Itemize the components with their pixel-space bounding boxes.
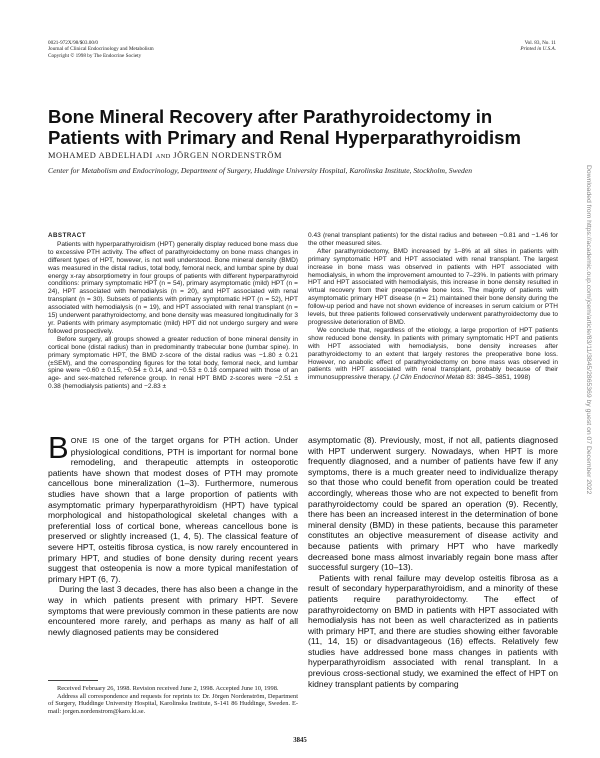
abstract-right-column [308,232,558,382]
issn-line: 0021-972X/98/$03.00/0 [48,40,99,46]
abstract-paragraph: We conclude that, regardless of the etiology, a large proportion of HPT patients show reduced bone density. In patients with primary symptomatic HPT and patients with HPT associated with hemodialysis, bone density increases after parathyroidectomy to an extent that largely restores the preoperative bone loss. However, no anabolic effect of parathyroidectomy on bone mass was observed in patients with HPT associated with renal transplant, probably because of their immunosuppressive therapy. (J Clin Endocrinol Metab 83: 3845–3851, 1998) [308,326,558,382]
page-number: 3845 [293,737,307,744]
body-paragraph: During the last 3 decades, there has also been a change in the way in which patients present with primary HPT. Severe symptoms that were previously common in these patients are now encountered more rarely, and perhaps as many as half of all newly diagnosed patients may be considered [48,584,298,637]
volume-line: Vol. 83, No. 11 [524,40,556,46]
affiliation: Center for Metabolism and Endocrinology, Department of Surgery, Huddinge University Hospital, Karolinska Institute, Stockholm, Sweden [48,166,473,175]
correspondence-note: Address all correspondence and requests for reprints to: Dr. Jörgen Nordenström, Department of Surgery, Huddinge University Hospital, Karolinska Institute, S-141 86 Huddinge, Sweden. E-mail: jorgen.nordenstrom@karo.ki.se. [48,692,298,716]
printed-line: Printed in U.S.A. [520,46,556,53]
download-notice[interactable]: Downloaded from https://academic.oup.com/jcem/article/83/11/3845/2865369 by guest on 07 December 2022 [585,165,592,495]
body-paragraph: asymptomatic (8). Previously, most, if not all, patients diagnosed with HPT underwent surgery. Nowadays, when HPT is more frequently diagnosed, and a number of patients have few if any symptoms, there is a much greater need to individualize therapy so that those who could benefit from operation could be treated accordingly, whereas those who are not expected to benefit from parathyroidectomy could be spared an operation (9). Recently, there has been an increased interest in the determination of bone mineral density (BMD) in these patients, because this parameter constitutes an objective measurement of disease activity and because patients with primary HPT who have markedly decreased bone mass almost invariably regain bone mass after successful surgery (10–13). [308,435,558,573]
abstract-conclusion: We conclude that, regardless of the etiology, a large proportion of HPT patients show reduced bone density. In patients with primary symptomatic HPT and patients with HPT associated with hemodialysis, bone density increases after parathyroidectomy to an extent that largely restores the preoperative bone loss. However, no anabolic effect of parathyroidectomy on bone mass was observed in patients with HPT associated with renal transplant, probably because of their immunosuppressive therapy. [308,326,558,382]
citation-details: 83: 3845–3851, 1998) [466,374,531,382]
body-text: one of the target organs for PTH action. Under physiological conditions, PTH is important for normal bone remodeling, and therapeutic attempts in osteoporotic patients have shown that modest doses of PTH may promote cancellous bone mineralization (1–3). Furthermore, numerous studies have shown that a large proportion of patients with asymptomatic primary hyperparathyroidism (HPT) have typical morphological and histopathological skeletal changes with a preferential loss of cortical bone, whereas cancellous bone is preserved or slightly increased (1, 4, 5). The classical feature of severe HPT, osteitis fibrosa cystica, is now rarely encountered in primary HPT, and studies of bone density during recent years suggest that osteopenia is now a more typical manifestation of primary HPT (6, 7). [48,435,298,584]
article-title: Bone Mineral Recovery after Parathyroidectomy in Patients with Primary and Renal Hyperparathyroidism [48,106,521,149]
footnote-rule [48,680,98,681]
abstract-heading: ABSTRACT [48,232,87,239]
author-2: JÖRGEN NORDENSTRÖM [173,151,283,160]
body-paragraph: Patients with renal failure may develop osteitis fibrosa as a result of secondary hyperparathyroidism, and a minority of these patients require parathyroidectomy. The effect of parathyroidectomy on BMD in patients with HPT associated with hemodialysis has not been as well characterized as in patients with primary HPT, and there are studies showing either favorable (11, 14, 15) or disadvantageous (16) effects. Relatively few studies have addressed bone mass changes in patients with hyperparathyroidism associated with renal transplant. In a previous cross-sectional study, we examined the effect of HPT on kidney transplant patients by comparing [308,572,558,689]
author-1: MOHAMED ABDELHADI [48,151,153,160]
lead-in: ONE IS [70,436,100,445]
abstract-paragraph: Patients with hyperparathyroidism (HPT) generally display reduced bone mass due to excessive PTH activity. The effect of parathyroidectomy on bone mass changes in different types of HPT, however, is not well understood. Bone mineral density (BMD) was measured in the distal radius, total body, femoral neck, and lumbar spine by dual energy x-ray absorptiometry in four groups of patients with different hyperparathyroid conditions: primary symptomatic HPT (n = 54), primary asymptomatic (mild) HPT (n = 24), HPT associated with hemodialysis (n = 20), and HPT associated with renal transplant (n = 30). Subsets of patients with primary symptomatic HPT (n = 52), HPT associated with hemodialysis (n = 19), and HPT associated with renal transplant (n = 15) underwent parathyroidectomy, and bone density was measured longitudinally for 3 yr. Patients with primary asymptomatic (mild) HPT did not undergo surgery and were followed prospectively. [48,240,298,335]
body-right-column [308,435,558,689]
body-paragraph [48,430,298,584]
author-line [48,151,282,160]
journal-header-left [48,40,154,59]
author-conjunction: AND [155,153,171,160]
citation-journal: J Clin Endocrinol Metab [395,374,465,382]
abstract-paragraph: 0.43 (renal transplant patients) for the distal radius and between −0.81 and −1.46 for the other measured sites. [308,232,558,247]
journal-header-right [508,40,556,53]
drop-cap: B [48,430,69,465]
journal-name: Journal of Clinical Endocrinology and Metabolism [48,46,154,53]
abstract-paragraph: After parathyroidectomy, BMD increased by 1–8% at all sites in patients with primary symptomatic HPT and HPT associated with renal transplant. The largest increase in bone mass was observed in patients with HPT associated with hemodialysis, in whom the improvement amounted to 7–23%. In patients with primary HPT and HPT associated with hemodialysis, this increase in bone density resulted in virtual recovery from their preoperative bone loss. The majority of patients with asymptomatic primary HPT disease (n = 21) maintained their bone density during the follow-up period and have not shown evidence of increases in serum calcium or PTH levels, but three patients followed conservatively underwent parathyroidectomy due to progressive deterioration of BMD. [308,247,558,326]
download-watermark [583,165,593,655]
abstract-left-column [48,232,298,391]
footnotes [48,685,298,716]
body-left-column [48,430,298,637]
received-dates: Received February 26, 1998. Revision received June 2, 1998. Accepted June 10, 1998. [57,685,279,692]
copyright-line: Copyright © 1998 by The Endocrine Society [48,52,142,59]
abstract-paragraph: Before surgery, all groups showed a greater reduction of bone mineral density in cortical bone (distal radius) than in predominantly trabecular bone (lumbar spine). In primary symptomatic HPT, the BMD z-score of the distal radius was −1.80 ± 0.21 (±SEM), and the corresponding figures for the total body, femoral neck, and lumbar spine were −0.60 ± 0.15, −0.54 ± 0.14, and −0.53 ± 0.18 compared with those of an age- and sex-matched reference group. In renal HPT BMD z-scores were −2.51 ± 0.38 (hemodialysis patients) and −2.83 ± [48,335,298,391]
